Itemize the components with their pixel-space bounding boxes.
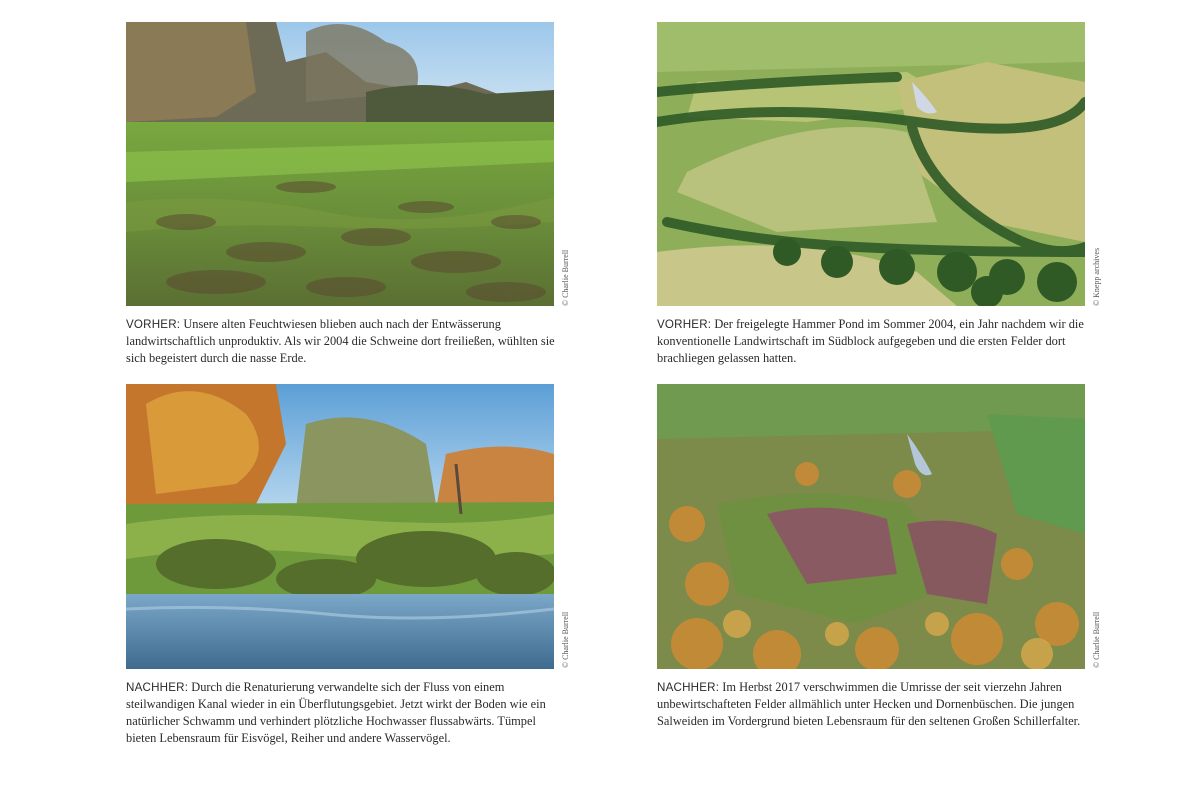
caption-text: Der freigelegte Hammer Pond im Sommer 2004, ein Jahr nachdem wir die konventionelle Landwirtschaft im Südblock aufgegeben und die ersten Felder dort brachliegen gelassen hatten. [657, 317, 1084, 365]
photo-credit: © Charlie Burrell [561, 249, 570, 306]
caption-label: VORHER: [657, 318, 712, 331]
caption-wet-meadow-before [126, 316, 558, 367]
photo-aerial-farmland-before [657, 22, 1085, 306]
photo-aerial-rewilded-after [657, 384, 1085, 669]
caption-label: VORHER: [126, 318, 181, 331]
photo-credit: © Charlie Burrell [1092, 611, 1101, 668]
photo-credit: © Knepp archives [1092, 247, 1101, 306]
caption-text: Unsere alten Feuchtwiesen blieben auch nach der Entwässerung landwirtschaftlich unproduktiv. Als wir 2004 die Schweine dort freiließen, wühlten sie sich begeistert durch die nasse Erde. [126, 317, 555, 365]
caption-text: Im Herbst 2017 verschwimmen die Umrisse der seit vierzehn Jahren unbewirtschafteten Felder allmählich unter Hecken und Dornenbüschen. Die jungen Salweiden im Vordergrund bieten Lebensraum für den seltenen Großen Schillerfalter. [657, 680, 1081, 728]
caption-floodplain-after [126, 679, 558, 747]
photo-floodplain-after [126, 384, 554, 669]
photo-wet-meadow-before [126, 22, 554, 306]
caption-label: NACHHER: [657, 681, 720, 694]
caption-aerial-farmland-before [657, 316, 1089, 367]
caption-label: NACHHER: [126, 681, 189, 694]
photo-credit: © Charlie Burrell [561, 611, 570, 668]
caption-text: Durch die Renaturierung verwandelte sich der Fluss von einem steilwandigen Kanal wieder in ein Überflutungsgebiet. Jetzt wirkt der Boden wie ein natürlicher Schwamm und verhindert plötzliche Hochwasser flussabwärts. Tümpel bieten Lebensraum für Eisvögel, Reiher und andere Wasservögel. [126, 680, 546, 745]
caption-aerial-rewilded-after [657, 679, 1089, 730]
